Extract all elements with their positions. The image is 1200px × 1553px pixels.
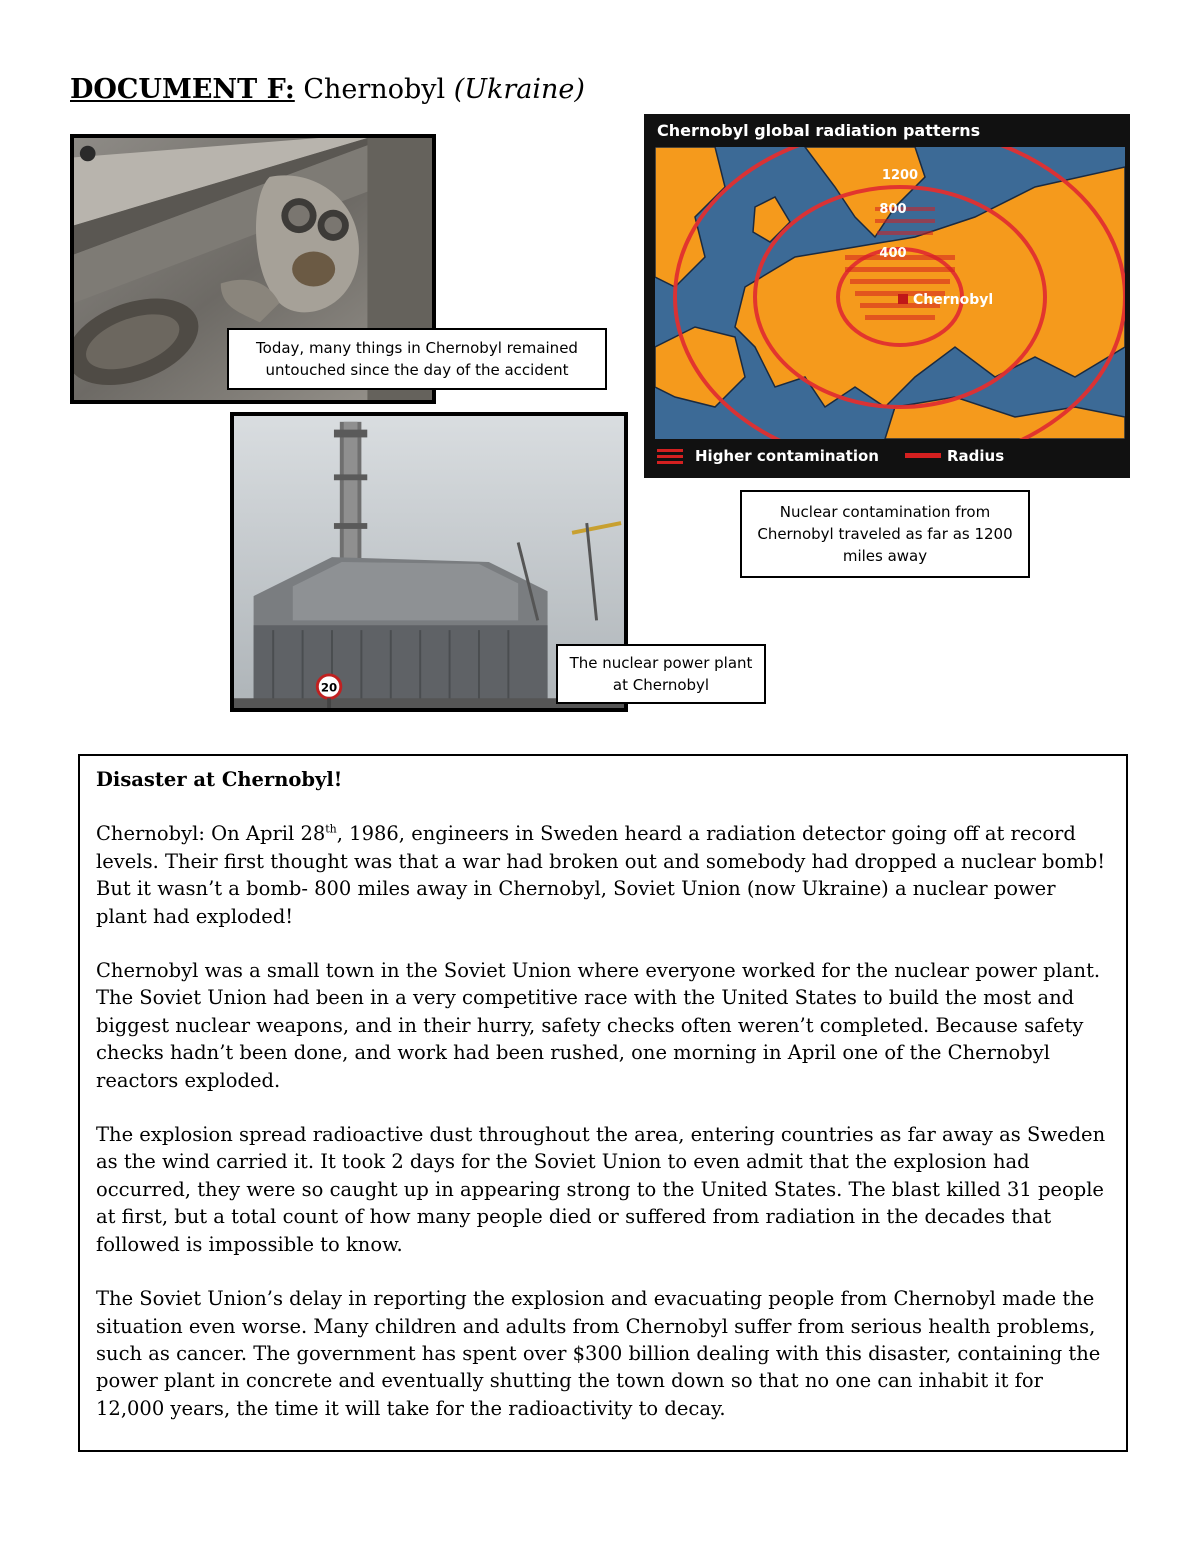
- article-heading: Disaster at Chernobyl!: [96, 768, 343, 791]
- article-paragraph-3: The explosion spread radioactive dust throughout the area, entering countries as far away as Sweden as the wind carried it. It took 2 days for the Soviet Union to even admit that the explosion had occurred, they were so caught up in appearing strong to the United States. The blast killed 31 people at first, but a total count of how many people died or suffered from radiation in the decades that followed is impossible to know.: [96, 1123, 1106, 1256]
- radiation-map: [644, 114, 1130, 478]
- document-region: (Ukraine): [453, 74, 585, 105]
- document-title: [70, 74, 585, 105]
- document-place: Chernobyl: [303, 74, 446, 105]
- p1-superscript: th: [325, 822, 337, 836]
- map-title: Chernobyl global radiation patterns: [657, 121, 981, 140]
- p1-start: Chernobyl: On April 28: [96, 822, 326, 846]
- map-graphic: [655, 147, 1125, 439]
- legend-contamination: Higher contamination: [695, 447, 879, 465]
- gasmask-caption: [227, 328, 607, 390]
- ring-label-800: 800: [879, 202, 907, 217]
- ring-label-400: 400: [879, 246, 907, 261]
- radius-legend-icon: [905, 453, 941, 459]
- legend-radius: Radius: [947, 447, 1005, 465]
- p1-rest: , 1986, engineers in Sweden heard a radiation detector going off at record levels. Their first thought was that a war had broken out and somebody had dropped a nuclear bomb! But it wasn’t a bomb- 800 miles away in Chernobyl, Soviet Union (now Ukraine) a nuclear power plant had exploded!: [96, 822, 1106, 928]
- chernobyl-marker: [898, 294, 908, 304]
- ring-label-1200: 1200: [881, 168, 919, 183]
- contamination-legend-icon: [657, 447, 683, 467]
- article-box: [78, 754, 1128, 1452]
- speed-sign: 20: [320, 680, 338, 695]
- article-paragraph-1: [96, 820, 1110, 930]
- map-caption-text: Nuclear contamination from Chernobyl traveled as far as 1200 miles away: [757, 503, 1013, 565]
- document-label: DOCUMENT F:: [70, 74, 295, 105]
- article-paragraph-4: The Soviet Union’s delay in reporting the explosion and evacuating people from Chernobyl made the situation even worse. Many children and adults from Chernobyl suffer from serious health problems, such as cancer. The government has spent over $300 billion dealing with this disaster, containing the power plant in concrete and eventually shutting the town down so that no one can inhabit it for 12,000 years, the time it will take for the radioactivity to decay.: [96, 1287, 1101, 1420]
- power-plant-caption-text: The nuclear power plant at Chernobyl: [569, 654, 753, 694]
- article-paragraph-2: Chernobyl was a small town in the Soviet Union where everyone worked for the nuclear power plant. The Soviet Union had been in a very competitive race with the United States to build the most and biggest nuclear weapons, and in their hurry, safety checks often weren’t completed. Because safety checks hadn’t been done, and work had been rushed, one morning in April one of the Chernobyl reactors exploded.: [96, 959, 1101, 1092]
- map-caption: [740, 490, 1030, 578]
- gasmask-caption-text: Today, many things in Chernobyl remained untouched since the day of the accident: [256, 339, 578, 379]
- map-legend: [647, 439, 1127, 475]
- map-center-label: Chernobyl: [913, 292, 994, 308]
- power-plant-caption: [556, 644, 766, 704]
